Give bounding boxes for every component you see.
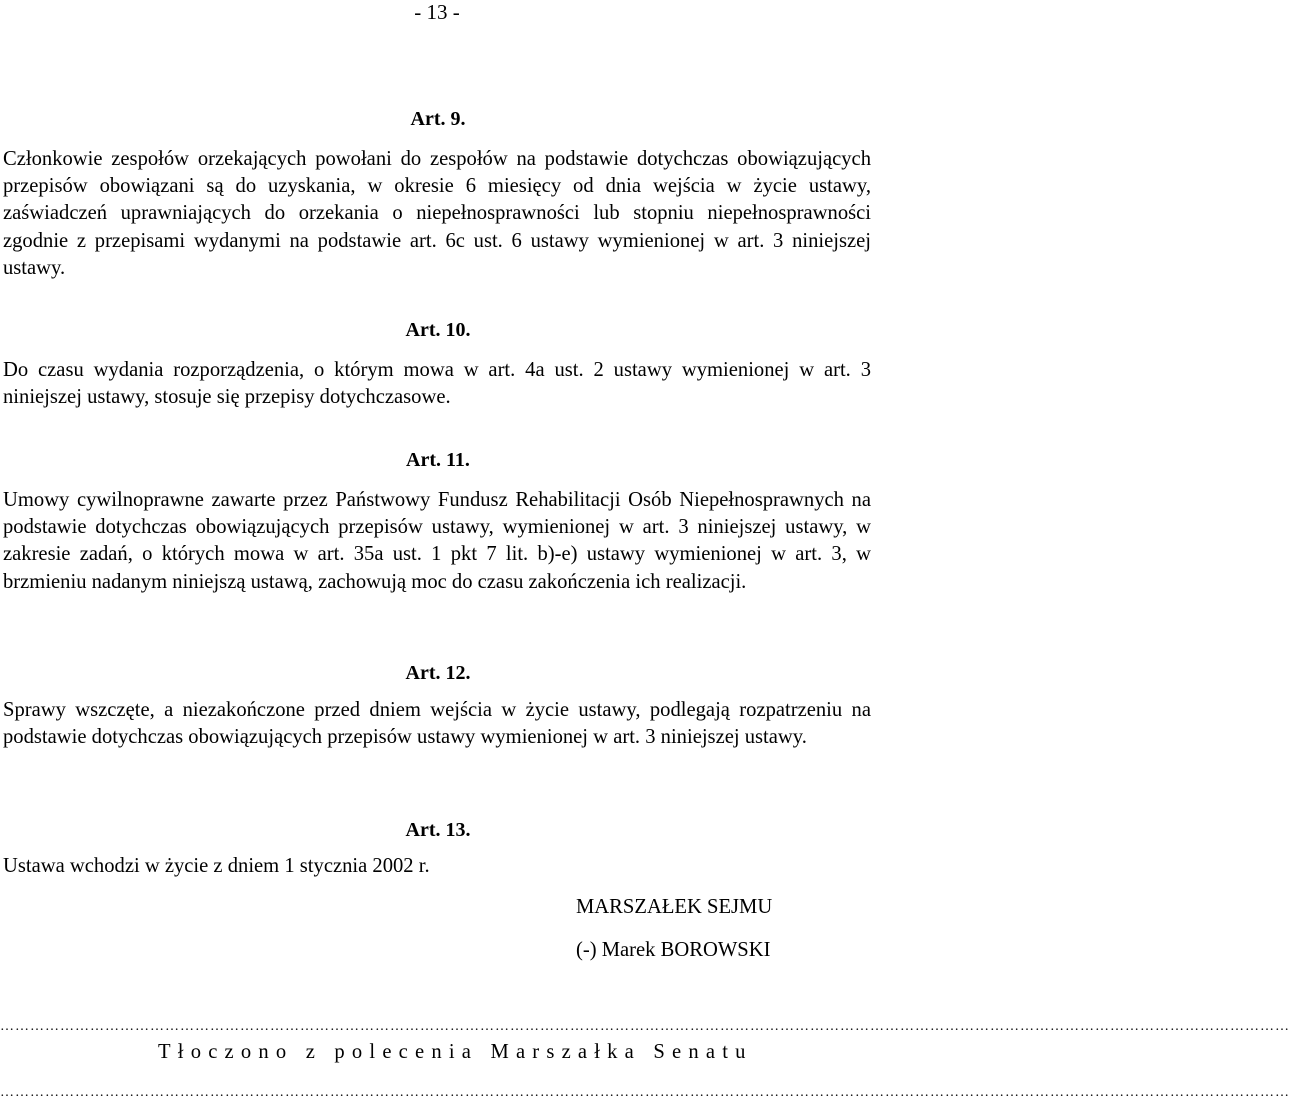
article-heading-13: Art. 13. <box>405 819 471 841</box>
signature-title: MARSZAŁEK SEJMU <box>576 896 773 918</box>
page-number: - 13 - <box>414 0 460 24</box>
article-heading-12: Art. 12. <box>405 662 471 684</box>
footer-top-dotted-rule <box>0 1019 1290 1034</box>
article-text-13: Ustawa wchodzi w życie z dniem 1 stycznia 2002 r. <box>3 855 430 877</box>
article-text-9: Członkowie zespołów orzekających powołani do zespołów na podstawie dotychczas obowiązujących przepisów obowiązani są do uzyskania, w okresie 6 miesięcy od dnia wejścia w życie ustawy, zaświadczeń uprawniających do orzekania o niepełnosprawności lub stopniu niepełnosprawności zgodnie z przepisami wydanymi na podstawie art. 6c ust. 6 ustawy wymienionej w art. 3 niniejszej ustawy. <box>3 148 871 279</box>
article-text-11: Umowy cywilnoprawne zawarte przez Państwowy Fundusz Rehabilitacji Osób Niepełnosprawnych na podstawie dotychczas obowiązujących przepisów ustawy, wymienionej w art. 3 niniejszej ustawy, w zakresie zadań, o których mowa w art. 35a ust. 1 pkt 7 lit. b)-e) ustawy wymienionej w art. 3, w brzmieniu nadanym niniejszą ustawą, zachowują moc do czasu zakończenia ich realizacji. <box>3 489 871 593</box>
dotted-rule-top-fill: …………………………………………………………………………………………………………………………………………………………………………………………………………………………………… <box>0 1019 1290 1034</box>
article-text-10: Do czasu wydania rozporządzenia, o którym mowa w art. 4a ust. 2 ustawy wymienionej w art. 3 niniejszej ustawy, stosuje się przepisy dotychczasowe. <box>3 359 871 409</box>
article-heading-9: Art. 9. <box>410 108 466 130</box>
article-text-12: Sprawy wszczęte, a niezakończone przed dniem wejścia w życie ustawy, podlegają rozpatrzeniu na podstawie dotychczas obowiązujących przepisów ustawy wymienionej w art. 3 niniejszej ustawy. <box>3 699 871 749</box>
footer-text: Tłoczono z polecenia Marszałka Senatu <box>158 1041 753 1063</box>
dotted-rule-bottom-fill: …………………………………………………………………………………………………………………………………………………………………………………………………………………………………… <box>0 1085 1290 1100</box>
footer-bottom-dotted-rule <box>0 1085 1290 1100</box>
signature-name: (-) Marek BOROWSKI <box>576 939 771 961</box>
article-heading-11: Art. 11. <box>406 449 470 471</box>
article-heading-10: Art. 10. <box>405 319 471 341</box>
